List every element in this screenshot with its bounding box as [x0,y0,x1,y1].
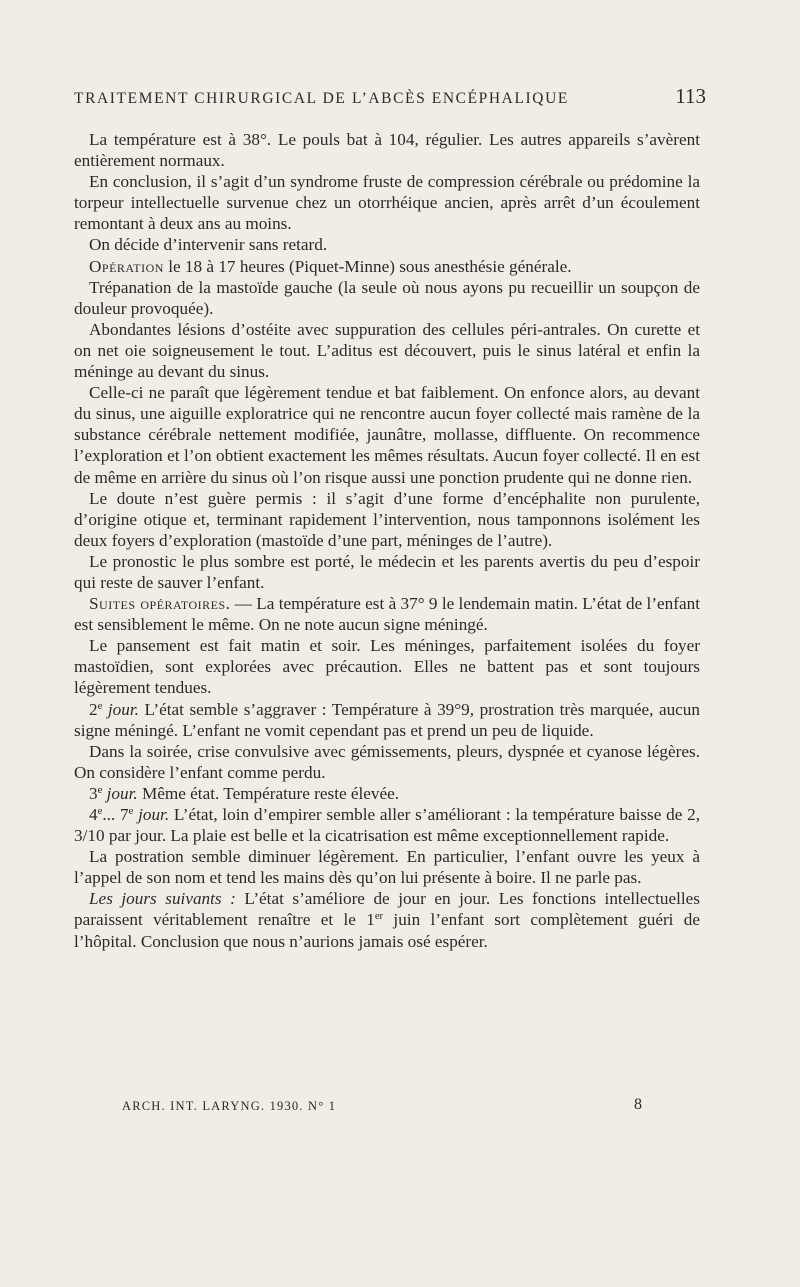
ordinal-suffix: er [374,911,384,923]
day-range: ... 7 [102,805,129,824]
section-label: Suites opératoires. [89,594,231,614]
paragraph [74,256,700,277]
paragraph: En conclusion, il s’agit d’un syndrome fruste de compression cérébrale ou prédomine la torpeur intellectuelle survenue chez un otorrhéique ancien, après arrêt d’un écoulement remontant à deux ans au moins. [74,172,700,234]
paragraph-text: L’état semble s’aggraver : Température à 39°9, prostration très marquée, aucun signe méningé. L’enfant ne vomit cependant pas et prend un peu de liquide. [74,699,700,740]
page-number: 113 [675,84,706,108]
paragraph [74,593,700,635]
ordinal-suffix: e [97,700,103,712]
paragraph: Dans la soirée, crise convulsive avec gémissements, pleurs, dyspnée et cyanose légères. On considère l’enfant comme perdu. [74,741,700,782]
day-label: jour. [102,783,138,803]
paragraph [74,699,700,741]
journal-citation: ARCH. INT. LARYNG. 1930. N° 1 [122,1099,337,1113]
paragraph-text: — La température est à 37° 9 le lendemain matin. L’état de l’enfant est sensiblement le même. On ne note aucun signe méningé. [74,594,700,635]
paragraph [74,804,700,846]
day-number: 3 [89,783,98,803]
paragraph-text: le 18 à 17 heures (Piquet-Minne) sous anesthésie générale. [163,256,572,276]
day-label: jour. [102,699,139,719]
paragraph: La postration semble diminuer légèrement. En particulier, l’enfant ouvre les yeux à l’appel de son nom et tend les mains dès qu’on lui présente à boire. Il ne parle pas. [74,847,700,888]
paragraph-text: Même état. Température reste élevée. [137,783,400,803]
running-title: TRAITEMENT CHIRURGICAL DE L’ABCÈS ENCÉPHALIQUE [74,90,569,107]
section-label: Opération [89,256,164,276]
paragraph [74,783,700,804]
page-footer [122,1096,642,1120]
paragraph [74,888,700,951]
paragraph: Le pansement est fait matin et soir. Les méninges, parfaitement isolées du foyer mastoïdien, sont explorées avec précaution. Elles ne battent pas et sont toujours légèrement tendues. [74,636,700,698]
ordinal-suffix: e [97,785,103,797]
paragraph-text: L’état s’améliore de jour en jour. Les fonctions intellectuelles paraissent véritablement renaître et le 1 [74,889,701,930]
day-label: jour. [133,805,170,824]
paragraph: Le doute n’est guère permis : il s’agit d’une forme d’encéphalite non purulente, d’origine otique et, terminant rapidement l’intervention, nous tamponnons isolément les deux foyers d’exploration (mastoïde d’une part, méninges de l’autre). [74,488,700,550]
running-header [74,84,706,114]
paragraph: Trépanation de la mastoïde gauche (la seule où nous ayons pu recueillir un soupçon de douleur provoquée). [74,277,700,318]
paragraph: On décide d’intervenir sans retard. [89,235,328,255]
paragraph: Le pronostic le plus sombre est porté, le médecin et les parents avertis du peu d’espoir qui reste de sauver l’enfant. [74,551,700,592]
paragraph: Celle-ci ne paraît que légèrement tendue et bat faiblement. On enfonce alors, au devant du sinus, une aiguille exploratrice qui ne rencontre aucun foyer collecté mais ramène de la substance cérébrale nettement modifiée, jaunâtre, mollasse, diffluente. On recommence l’exploration et l’on obtient exactement les mêmes résultats. Aucun foyer collecté. Il en est de même en arrière du sinus où l’on risque aussi une ponction prudente qui ne donne rien. [74,383,700,487]
paragraph: La température est à 38°. Le pouls bat à 104, régulier. Les autres appareils s’avèrent entièrement normaux. [74,130,700,171]
paragraph-text: L’état, loin d’empirer semble aller s’améliorant : la température baisse de 2, 3/10 par jour. La plaie est belle et la cicatrisation est même exceptionnellement rapide. [74,805,701,846]
day-number: 2 [89,699,98,719]
paragraph: Abondantes lésions d’ostéite avec suppuration des cellules péri-antrales. On curette et on net oie soigneusement le tout. L’aditus est découvert, puis le sinus latéral et enfin la méninge au devant du sinus. [74,319,700,382]
day-number: 4 [89,805,98,824]
section-label: Les jours suivants : [89,889,236,909]
paragraph-text: juin l’enfant sort complètement guéri de l’hôpital. Conclusion que nous n’aurions jamais osé espérer. [74,910,701,951]
ordinal-suffix: e [97,806,103,818]
body-text [74,129,700,952]
signature-mark: 8 [634,1096,642,1113]
ordinal-suffix: e [128,806,134,818]
